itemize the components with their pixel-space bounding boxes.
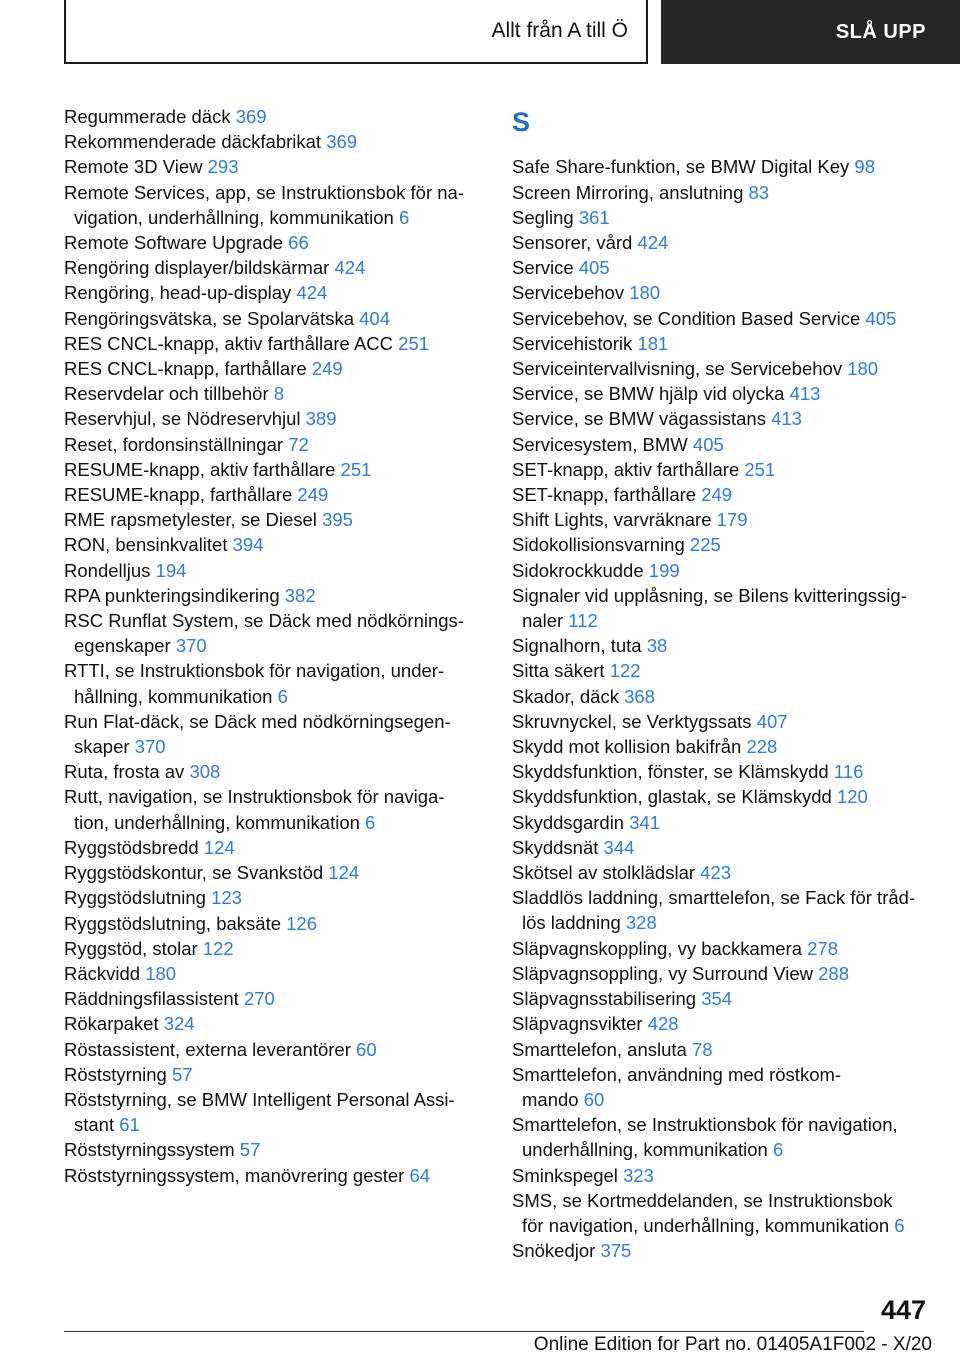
index-entry	[512, 255, 932, 280]
index-entry-text: Skyddsfunktion, glastak, se Klämskydd	[512, 786, 832, 808]
index-entry-text: Räckvidd	[64, 962, 141, 984]
index-entry	[512, 558, 932, 583]
page-link[interactable]: 249	[701, 484, 733, 506]
index-entry	[512, 1062, 932, 1112]
index-entry	[512, 457, 932, 482]
index-entry-text: Reservdelar och tillbehör	[64, 383, 269, 405]
index-entry-text: skaper	[74, 736, 130, 758]
index-entry	[64, 532, 484, 557]
index-entry	[64, 1062, 484, 1087]
page-link[interactable]: 199	[648, 559, 680, 581]
index-entry	[64, 356, 484, 381]
page-link[interactable]: 180	[847, 358, 879, 380]
page-link[interactable]: 61	[119, 1114, 140, 1136]
page-link[interactable]: 382	[284, 584, 316, 606]
index-entry-text: Skyddsnät	[512, 836, 599, 858]
index-entry-text: Ryggstödsbredd	[64, 836, 199, 858]
index-entry	[64, 1011, 484, 1036]
index-entry-text: Skador, däck	[512, 685, 619, 707]
page-link[interactable]: 369	[326, 131, 358, 153]
index-entry	[512, 331, 932, 356]
index-entry	[512, 860, 932, 885]
index-entry	[64, 255, 484, 280]
page-link[interactable]: 78	[691, 1038, 713, 1060]
index-entry-text: RES CNCL-knapp, farthållare	[64, 358, 307, 380]
page-link[interactable]: 194	[155, 559, 187, 581]
page-link[interactable]: 354	[701, 988, 733, 1010]
index-entry-text: Sidokollisionsvarning	[512, 534, 685, 556]
index-entry	[512, 1037, 932, 1062]
index-entry	[64, 129, 484, 154]
page-link[interactable]: 57	[239, 1139, 261, 1161]
index-entry	[512, 306, 932, 331]
page-link[interactable]: 126	[286, 912, 318, 934]
index-entry-text: Röststyrning, se BMW Intelligent Personal Assi-	[64, 1088, 455, 1110]
index-entry-text: Skruvnyckel, se Verktygssats	[512, 710, 752, 732]
page-link[interactable]: 288	[818, 962, 850, 984]
lookup-button-label: SLÅ UPP	[835, 20, 926, 43]
page-link[interactable]: 369	[235, 106, 267, 127]
index-entry-text: Sladdlös laddning, smarttelefon, se Fack för tråd-	[512, 887, 916, 909]
index-entry-text: Service	[512, 257, 574, 279]
page-link[interactable]: 6	[894, 1214, 905, 1236]
index-entry	[64, 406, 484, 431]
index-entry	[64, 784, 484, 834]
index-entry-text: Run Flat-däck, se Däck med nödkörningsegen-	[64, 710, 451, 732]
index-entry-text: Ryggstödskontur, se Svankstöd	[64, 862, 324, 884]
index-entry-text: RES CNCL-knapp, aktiv farthållare ACC	[64, 332, 394, 354]
page-link[interactable]: 122	[202, 937, 234, 959]
footer-divider	[64, 1331, 864, 1332]
page-link[interactable]: 38	[646, 635, 668, 657]
index-entry	[512, 658, 932, 683]
section-tab[interactable]	[64, 0, 648, 64]
index-entry-text: naler	[522, 610, 564, 632]
page-link[interactable]: 228	[746, 736, 778, 758]
index-entry-text: RESUME-knapp, aktiv farthållare	[64, 458, 336, 480]
index-entry-text: Skydd mot kollision bakifrån	[512, 736, 742, 758]
index-entry-text: Rutt, navigation, se Instruktionsbok för naviga-	[64, 786, 445, 808]
page-link[interactable]: 251	[340, 458, 372, 480]
index-entry	[512, 759, 932, 784]
index-entry-text: SMS, se Kortmeddelanden, se Instruktionsbok	[512, 1189, 893, 1211]
index-entry	[512, 482, 932, 507]
index-entry-text: hållning, kommunikation	[74, 685, 273, 707]
page-link[interactable]: 60	[356, 1038, 377, 1060]
index-entry-text: Sidokrockkudde	[512, 559, 644, 581]
page-link[interactable]: 122	[609, 660, 641, 682]
index-entry	[64, 331, 484, 356]
index-entry-text: Släpvagnskoppling, vy backkamera	[512, 937, 802, 959]
index-entry-text: Ryggstödslutning	[64, 887, 206, 909]
index-entry-text: Skyddsfunktion, fönster, se Klämskydd	[512, 761, 829, 783]
index-entry	[64, 885, 484, 910]
index-entry	[512, 1188, 932, 1238]
index-entry	[512, 986, 932, 1011]
index-entry-text: Släpvagnsstabilisering	[512, 988, 697, 1010]
index-entry	[512, 835, 932, 860]
page-link[interactable]: 251	[744, 458, 776, 480]
index-entry-text: Ruta, frosta av	[64, 761, 185, 783]
index-entry-text: Släpvagnsvikter	[512, 1013, 643, 1035]
index-entry-text: Röststyrningssystem, manövrering gester	[64, 1164, 405, 1186]
page-link[interactable]: 395	[322, 509, 353, 531]
index-entry	[64, 936, 484, 961]
index-entry	[64, 658, 484, 708]
index-entry	[512, 709, 932, 734]
index-entry	[512, 1163, 932, 1188]
index-entry-text: Rengöring, head-up-display	[64, 282, 292, 304]
index-entry-text: Servicebehov, se Condition Based Service	[512, 307, 861, 329]
index-entry	[64, 432, 484, 457]
index-entry-text: Räddningsfilassistent	[64, 988, 239, 1010]
index-entry	[512, 810, 932, 835]
index-entry-text: Sminkspegel	[512, 1164, 618, 1186]
page-link[interactable]: 370	[134, 736, 166, 758]
index-entry-text: Rökarpaket	[64, 1013, 159, 1035]
page-link[interactable]: 375	[600, 1240, 632, 1262]
index-entry	[64, 154, 484, 179]
page-link[interactable]: 424	[637, 232, 669, 253]
index-entry-text: Rekommenderade däckfabrikat	[64, 131, 322, 153]
index-entry	[64, 608, 484, 658]
index-entry	[512, 734, 932, 759]
page-link[interactable]: 6	[365, 811, 376, 833]
index-entry-text: Reset, fordonsinställningar	[64, 433, 284, 455]
page-link[interactable]: 112	[568, 610, 598, 632]
page-link[interactable]: 180	[145, 962, 177, 984]
index-entry	[512, 406, 932, 431]
index-entry	[512, 180, 932, 205]
section-tab-label: Allt från A till Ö	[491, 19, 628, 42]
page-link[interactable]: 389	[305, 408, 337, 430]
page-link[interactable]: 328	[625, 912, 657, 934]
page-link[interactable]: 249	[311, 358, 343, 380]
index-entry-text: SET-knapp, aktiv farthållare	[512, 458, 740, 480]
page-link[interactable]: 424	[296, 282, 328, 304]
page-link[interactable]: 124	[203, 836, 235, 858]
page-link[interactable]: 251	[398, 332, 430, 354]
index-entry-text: Skötsel av stolklädslar	[512, 862, 696, 884]
index-entry	[64, 583, 484, 608]
index-entry-text: RPA punkteringsindikering	[64, 584, 280, 606]
index-entry	[512, 684, 932, 709]
index-entry-text: Service, se BMW hjälp vid olycka	[512, 383, 785, 405]
index-entry	[64, 759, 484, 784]
index-entry	[64, 911, 484, 936]
index-list-right	[512, 154, 932, 1263]
page-link[interactable]: 123	[211, 887, 242, 909]
index-entry-text: Smarttelefon, ansluta	[512, 1038, 687, 1060]
page-link[interactable]: 308	[189, 761, 221, 783]
index-entry-text: Service, se BMW vägassistans	[512, 408, 766, 430]
index-entry	[512, 205, 932, 230]
index-entry	[512, 381, 932, 406]
index-entry-text: Sensorer, vård	[512, 232, 633, 253]
index-entry	[512, 356, 932, 381]
page-link[interactable]: 428	[647, 1013, 679, 1035]
index-entry	[512, 936, 932, 961]
index-entry-text: RON, bensinkvalitet	[64, 534, 228, 556]
page-number: 447	[880, 1295, 926, 1325]
index-entry-text: Smarttelefon, se Instruktionsbok för navigation,	[512, 1114, 898, 1136]
section-letter: S	[512, 107, 531, 137]
index-entry	[64, 1163, 484, 1188]
index-entry-text: Segling	[512, 206, 574, 228]
index-entry-text: egenskaper	[74, 635, 171, 657]
index-entry-text: Snökedjor	[512, 1240, 596, 1262]
index-entry	[64, 180, 484, 230]
index-entry	[512, 961, 932, 986]
index-entry	[64, 280, 484, 305]
page-link[interactable]: 6	[772, 1139, 784, 1161]
index-entry-text: Ryggstödslutning, baksäte	[64, 912, 281, 934]
page-link[interactable]: 407	[756, 710, 788, 732]
page-link[interactable]: 423	[700, 862, 732, 884]
index-entry-text: Signaler vid upplåsning, se Bilens kvitteringssig-	[512, 584, 907, 606]
index-entry	[64, 457, 484, 482]
index-entry-text: Servicesystem, BMW	[512, 433, 688, 455]
page-link[interactable]: 361	[578, 206, 610, 228]
index-entry	[512, 507, 932, 532]
index-entry-text: Remote 3D View	[64, 156, 203, 178]
page-link[interactable]: 179	[716, 509, 748, 531]
page-link[interactable]: 405	[692, 433, 724, 455]
index-entry	[64, 1137, 484, 1162]
page-link[interactable]: 64	[409, 1164, 431, 1186]
edition-footer: Online Edition for Part no. 01405A1F002 - X/20	[533, 1334, 932, 1355]
index-entry-text: Servicehistorik	[512, 332, 633, 354]
page-link[interactable]: 8	[273, 383, 285, 405]
index-entry	[512, 1238, 932, 1263]
index-entry	[512, 633, 932, 658]
index-entry	[64, 835, 484, 860]
index-entry-text: Ryggstöd, stolar	[64, 937, 198, 959]
index-entry	[512, 432, 932, 457]
index-entry-text: underhållning, kommunikation	[522, 1139, 768, 1161]
index-entry	[512, 532, 932, 557]
page-link[interactable]: 116	[833, 761, 864, 783]
index-entry-text: RESUME-knapp, farthållare	[64, 484, 293, 506]
index-entry	[64, 381, 484, 406]
index-entry	[512, 1112, 932, 1162]
page-link[interactable]: 293	[207, 156, 239, 178]
index-entry-text: lös laddning	[522, 912, 621, 934]
page-link[interactable]: 413	[771, 408, 802, 430]
index-entry	[512, 1011, 932, 1036]
index-entry-text: Smarttelefon, användning med röstkom-	[512, 1063, 842, 1085]
index-entry-text: Safe Share-funktion, se BMW Digital Key	[512, 156, 850, 178]
index-entry	[512, 280, 932, 305]
index-column-left	[64, 104, 484, 1188]
index-entry-text: mando	[522, 1088, 579, 1110]
index-entry	[64, 1087, 484, 1137]
page-link[interactable]: 323	[623, 1164, 654, 1186]
index-entry-text: RME rapsmetylester, se Diesel	[64, 509, 317, 531]
page-link[interactable]: 394	[232, 534, 264, 556]
index-entry-text: Sitta säkert	[512, 660, 605, 682]
index-entry	[64, 961, 484, 986]
page-link[interactable]: 180	[629, 282, 661, 304]
index-entry-text: Reservhjul, se Nödreservhjul	[64, 408, 301, 430]
index-entry-text: Rengöringsvätska, se Spolarvätska	[64, 307, 354, 329]
index-entry	[64, 230, 484, 255]
index-column-right	[512, 104, 932, 1263]
page-link[interactable]: 341	[629, 811, 661, 833]
index-entry-text: Skyddsgardin	[512, 811, 625, 833]
page-link[interactable]: 60	[583, 1088, 605, 1110]
page-link[interactable]: 370	[175, 635, 207, 657]
page-link[interactable]: 66	[288, 232, 309, 254]
page-link[interactable]: 83	[748, 181, 770, 203]
index-entry-text: Remote Software Upgrade	[64, 232, 284, 254]
lookup-button[interactable]	[661, 0, 960, 64]
index-entry-text: RTTI, se Instruktionsbok för navigation, under-	[64, 660, 445, 682]
index-entry	[64, 482, 484, 507]
page-link[interactable]: 270	[243, 988, 275, 1010]
page-link[interactable]: 249	[297, 484, 329, 506]
page-link[interactable]: 225	[689, 534, 721, 556]
index-entry-text: Serviceintervallvisning, se Servicebehov	[512, 358, 843, 380]
index-entry-text: SET-knapp, farthållare	[512, 484, 697, 506]
index-entry	[64, 104, 484, 129]
index-entry	[512, 784, 932, 809]
index-entry-text: Regummerade däck	[64, 106, 231, 127]
index-entry	[512, 230, 932, 255]
index-entry-text: tion, underhållning, kommunikation	[74, 811, 360, 833]
index-entry-text: Rengöring displayer/bildskärmar	[64, 257, 330, 279]
index-entry	[64, 986, 484, 1011]
index-entry	[64, 709, 484, 759]
page-link[interactable]: 6	[398, 206, 410, 228]
index-entry-text: Släpvagnsoppling, vy Surround View	[512, 962, 813, 984]
index-entry-text: Signalhorn, tuta	[512, 635, 642, 657]
index-entry	[64, 860, 484, 885]
page-link[interactable]: 405	[578, 257, 610, 279]
index-entry-text: Rondelljus	[64, 559, 151, 581]
index-entry	[512, 583, 932, 633]
index-entry-text: Screen Mirroring, anslutning	[512, 181, 744, 203]
page-link[interactable]: 405	[865, 307, 897, 329]
index-entry-text: RSC Runflat System, se Däck med nödkörnings-	[64, 610, 464, 632]
index-entry	[512, 154, 932, 179]
index-entry-text: stant	[74, 1114, 115, 1136]
page-link[interactable]: 120	[836, 786, 868, 808]
page-link[interactable]: 278	[807, 937, 839, 959]
index-entry-text: Röststyrningssystem	[64, 1139, 235, 1161]
page-link[interactable]: 344	[603, 836, 635, 858]
index-entry-text: vigation, underhållning, kommunikation	[74, 206, 394, 228]
index-entry	[64, 507, 484, 532]
page-link[interactable]: 424	[334, 257, 366, 279]
page-link[interactable]: 98	[854, 156, 875, 178]
page-link[interactable]: 181	[637, 332, 669, 354]
index-entry	[64, 1037, 484, 1062]
page-link[interactable]: 72	[288, 433, 309, 455]
index-entry-text: för navigation, underhållning, kommunikation	[522, 1214, 890, 1236]
index-entry	[64, 558, 484, 583]
index-entry-text: Röststyrning	[64, 1063, 167, 1085]
index-entry-text: Röstassistent, externa leverantörer	[64, 1038, 351, 1060]
page-link[interactable]: 324	[163, 1013, 195, 1035]
page-link[interactable]: 413	[789, 383, 821, 405]
page-link[interactable]: 6	[277, 685, 288, 707]
page-link[interactable]: 404	[359, 307, 390, 329]
page-link[interactable]: 368	[624, 685, 655, 707]
index-entry-text: Remote Services, app, se Instruktionsbok för na-	[64, 181, 464, 203]
page-link[interactable]: 124	[328, 862, 360, 884]
page-link[interactable]: 57	[171, 1063, 193, 1085]
index-entry	[64, 306, 484, 331]
index-entry	[512, 885, 932, 935]
index-entry-text: Shift Lights, varvräknare	[512, 509, 712, 531]
index-entry-text: Servicebehov	[512, 282, 625, 304]
